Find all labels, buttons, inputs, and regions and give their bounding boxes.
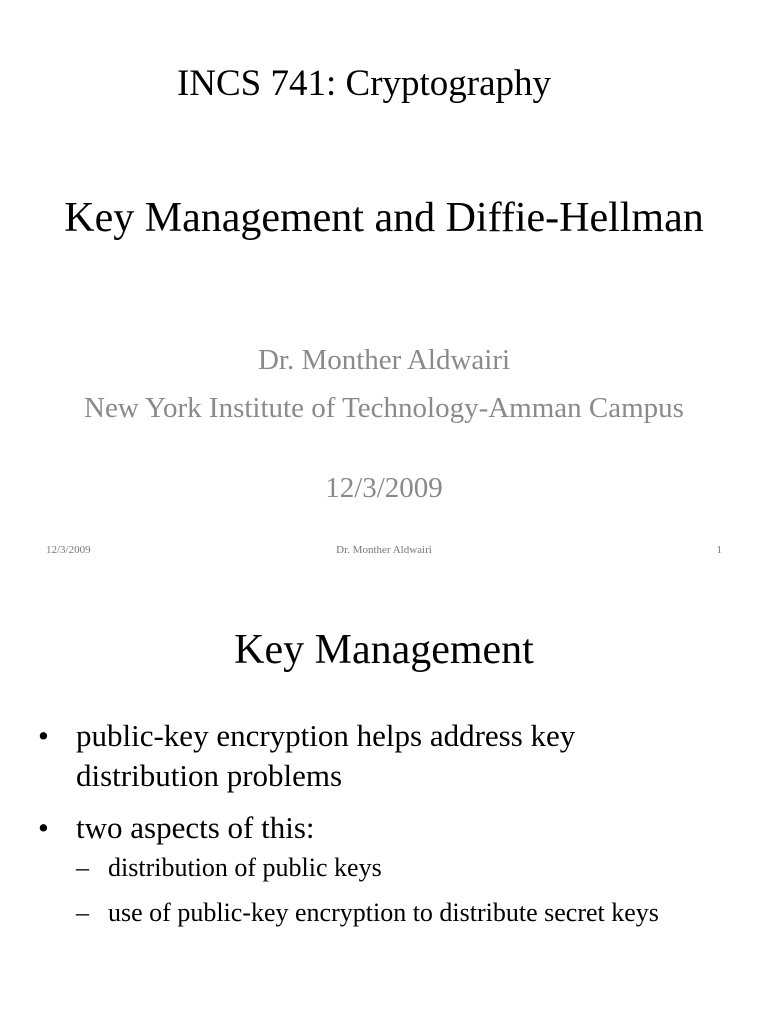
bullet-text: public-key encryption helps address key distribution problems [76, 718, 576, 793]
key-management-slide [0, 570, 768, 1024]
bullet-marker: • [38, 718, 49, 753]
footer-author: Dr. Monther Aldwairi [336, 544, 432, 556]
course-title: INCS 741: Cryptography [176, 63, 552, 104]
presenter-name: Dr. Monther Aldwairi [257, 344, 511, 376]
presentation-date: 12/3/2009 [325, 472, 443, 504]
sub-bullet-text: use of public-key encryption to distribute secret keys [108, 898, 659, 927]
sub-bullet-item [76, 850, 736, 885]
footer-date: 12/3/2009 [46, 544, 91, 556]
sub-bullet-marker: – [76, 898, 89, 927]
bullet-item [38, 716, 698, 796]
institution-name: New York Institute of Technology-Amman Campus [84, 392, 684, 424]
bullet-marker: • [38, 810, 49, 845]
bullet-list [38, 716, 698, 860]
sub-bullet-item [76, 895, 736, 930]
footer-page-number: 1 [716, 544, 722, 556]
main-title: Key Management and Diffie-Hellman [64, 195, 704, 241]
slide-title: Key Management [234, 627, 534, 673]
sub-bullet-text: distribution of public keys [108, 853, 382, 882]
sub-bullet-marker: – [76, 853, 89, 882]
sub-bullet-list [76, 850, 736, 940]
bullet-item [38, 808, 698, 848]
bullet-text: two aspects of this: [76, 810, 315, 845]
